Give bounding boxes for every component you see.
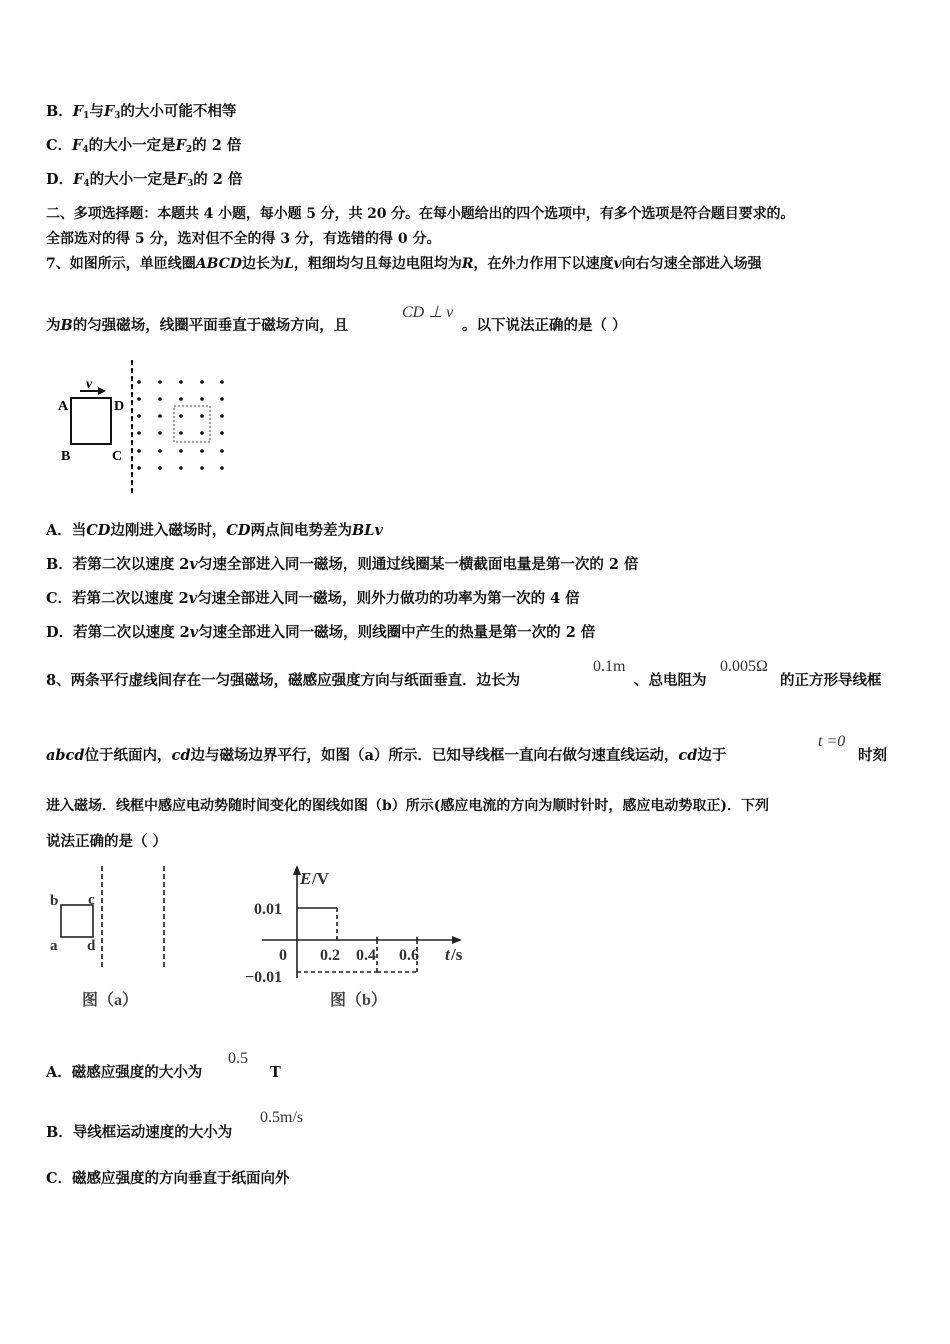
q8-stem-line2-end: 时刻 [858, 747, 887, 764]
q8-stem-line1c: 的正方形导线框 [780, 672, 882, 689]
y-axis-label-e: E [300, 869, 312, 888]
label-v: v [86, 377, 93, 392]
x-axis-arrow [452, 936, 462, 944]
caption-b: 图（b） [330, 992, 387, 1009]
q8-stem-line1a: 8、两条平行虚线间存在一匀强磁场，磁感应强度方向与纸面垂直．边长为 [46, 672, 521, 689]
q8-t0: t =0 [818, 733, 846, 750]
q6-option-b: B．$F_1$与$F_3$的大小可能不相等 [46, 103, 237, 121]
label-b: B [61, 449, 71, 464]
label-d: D [114, 399, 125, 414]
q7-option-d: D．若第二次以速度 2v匀速全部进入同一磁场，则线圈中产生的热量是第一次的 2 倍 [46, 624, 596, 641]
q7-stem-line1: 7、如图所示，单匝线圈ABCD边长为L，粗细均匀且每边电阻均为R，在外力作用下以速度v向右匀速全部进入场强 [46, 256, 762, 272]
q7-figure [50, 358, 240, 500]
q6-option-c: C．$F_4$的大小一定是$F_2$的 2 倍 [46, 137, 242, 155]
q8-option-a-unit: T [270, 1064, 281, 1081]
label-b: b [50, 893, 59, 909]
q7-stem-line2: 为B的匀强磁场，线圈平面垂直于磁场方向，且 [46, 317, 349, 334]
x-tick-0.6: 0.6 [399, 947, 419, 964]
label-a: A [58, 399, 69, 414]
label-c: C [112, 449, 123, 464]
q8-option-a: A．磁感应强度的大小为 [46, 1064, 203, 1081]
x-tick-0.4: 0.4 [356, 947, 376, 964]
q7-option-b: B．若第二次以速度 2v匀速全部进入同一磁场，则通过线圈某一横截面电量是第一次的 2 倍 [46, 556, 639, 573]
coil-abcd [71, 398, 111, 444]
q7-formula-cd-perp-v: CD ⊥ v [402, 304, 454, 321]
q8-stem-line3: 进入磁场．线框中感应电动势随时间变化的图线如图（b）所示(感应电流的方向为顺时针时，感应电动势取正)．下列 [46, 798, 770, 814]
label-d: d [87, 938, 96, 954]
q8-stem-line1b: 、总电阻为 [634, 672, 707, 689]
q7-option-a: A．当CD边刚进入磁场时，CD两点间电势差为BLv [46, 522, 383, 539]
q8-option-b: B．导线框运动速度的大小为 [46, 1124, 233, 1141]
q8-side-length: 0.1m [593, 658, 626, 675]
origin-label: 0 [279, 947, 287, 964]
y-tick-neg: −0.01 [245, 969, 283, 986]
frame-abcd [61, 905, 93, 937]
caption-a: 图（a） [82, 992, 139, 1009]
q8-figure-b-chart [240, 862, 480, 1012]
x-axis-label-unit: /s [451, 945, 463, 964]
field-dots [137, 380, 224, 470]
q8-stem-line4: 说法正确的是（ ） [46, 833, 168, 850]
q8-stem-line2: abcd位于纸面内，cd边与磁场边界平行，如图（a）所示．已知导线框一直向右做匀速直线运动，cd边于 [46, 747, 727, 764]
section2-line2: 全部选对的得 5 分，选对但不全的得 3 分，有选错的得 0 分。 [46, 231, 441, 247]
q7-option-c: C．若第二次以速度 2v匀速全部进入同一磁场，则外力做功的功率为第一次的 4 倍 [46, 590, 580, 607]
q8-option-c: C．磁感应强度的方向垂直于纸面向外 [46, 1170, 290, 1187]
x-tick-0.2: 0.2 [320, 947, 340, 964]
section2-line1: 二、多项选择题：本题共 4 小题，每小题 5 分，共 20 分。在每小题给出的四个选项中，有多个选项是符合题目要求的。 [46, 206, 795, 222]
y-tick-pos: 0.01 [254, 901, 282, 918]
velocity-arrowhead [98, 387, 106, 395]
label-a: a [50, 938, 58, 954]
q8-figure-a [40, 862, 190, 1012]
q6-option-d: D．$F_4$的大小一定是$F_3$的 2 倍 [46, 171, 243, 189]
coil-ghost [174, 406, 210, 442]
x-axis-label-t: t [445, 945, 450, 964]
label-c: c [88, 892, 95, 908]
q7-stem-line2-end: 。以下说法正确的是（ ） [462, 317, 627, 334]
y-axis-label-unit: /V [312, 869, 329, 888]
q8-option-a-value: 0.5 [228, 1050, 248, 1067]
q8-resistance: 0.005Ω [720, 658, 768, 675]
q8-option-b-value: 0.5m/s [260, 1109, 304, 1126]
